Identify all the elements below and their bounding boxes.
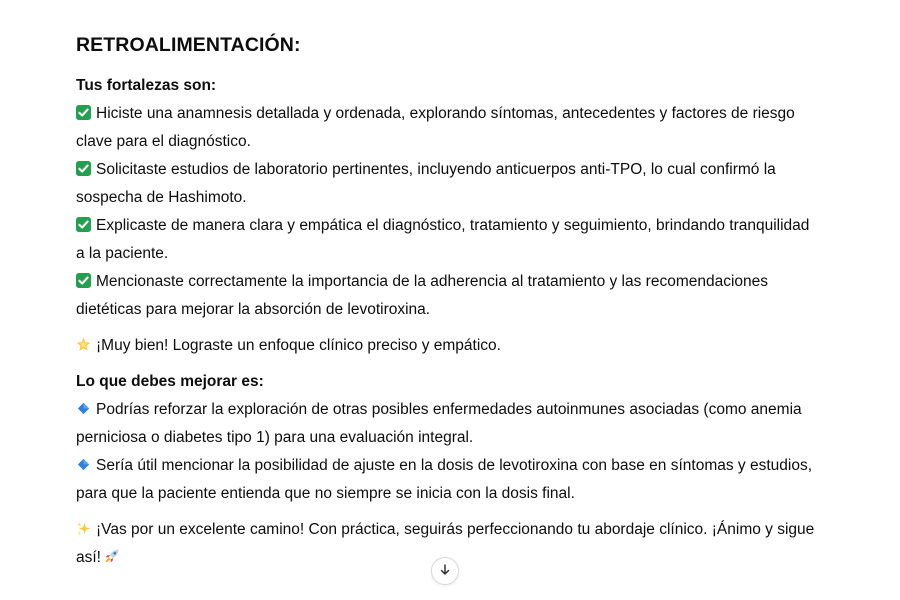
blue-diamond-icon	[76, 457, 91, 472]
strength-text: Explicaste de manera clara y empática el diagnóstico, tratamiento y seguimiento, brindando tranquilidad a la paciente.	[76, 217, 810, 262]
check-mark-icon	[76, 105, 91, 120]
strengths-section	[76, 72, 816, 324]
list-item	[76, 212, 816, 268]
check-mark-icon	[76, 273, 91, 288]
closing-text: ¡Vas por un excelente camino! Con práctica, seguirás perfeccionando tu abordaje clínico. ¡Ánimo y sigue así!	[76, 521, 815, 566]
strength-text: Mencionaste correctamente la importancia de la adherencia al tratamiento y las recomendaciones dietéticas para mejorar la absorción de levotiroxina.	[76, 273, 769, 318]
improvements-heading: Lo que debes mejorar es:	[76, 373, 264, 390]
strength-text: Solicitaste estudios de laboratorio pertinentes, incluyendo anticuerpos anti-TPO, lo cual confirmó la sospecha de Hashimoto.	[76, 161, 776, 206]
check-mark-icon	[76, 217, 91, 232]
list-item	[76, 156, 816, 212]
scroll-to-bottom-button[interactable]	[431, 557, 459, 585]
improvement-text: Sería útil mencionar la posibilidad de ajuste en la dosis de levotiroxina con base en síntomas y estudios, para que la paciente entienda que no siempre se inicia con la dosis final.	[76, 457, 812, 502]
list-item	[76, 396, 816, 452]
blue-diamond-icon	[76, 401, 91, 416]
list-item	[76, 268, 816, 324]
sparkles-icon	[76, 521, 91, 536]
list-item	[76, 452, 816, 508]
improvement-text: Podrías reforzar la exploración de otras posibles enfermedades autoinmunes asociadas (como anemia perniciosa o diabetes tipo 1) para una evaluación integral.	[76, 401, 802, 446]
praise-section	[76, 332, 816, 360]
strength-text: Hiciste una anamnesis detallada y ordenada, explorando síntomas, antecedentes y factores de riesgo clave para el diagnóstico.	[76, 105, 795, 150]
page-title: RETROALIMENTACIÓN:	[76, 34, 301, 56]
praise-text: ¡Muy bien! Lograste un enfoque clínico preciso y empático.	[96, 337, 501, 354]
glowing-star-icon	[76, 337, 91, 352]
arrow-down-icon	[438, 563, 452, 577]
rocket-icon	[104, 548, 120, 564]
check-mark-icon	[76, 161, 91, 176]
list-item	[76, 100, 816, 156]
feedback-message	[76, 32, 816, 572]
improvements-section	[76, 368, 816, 508]
strengths-heading: Tus fortalezas son:	[76, 77, 217, 94]
